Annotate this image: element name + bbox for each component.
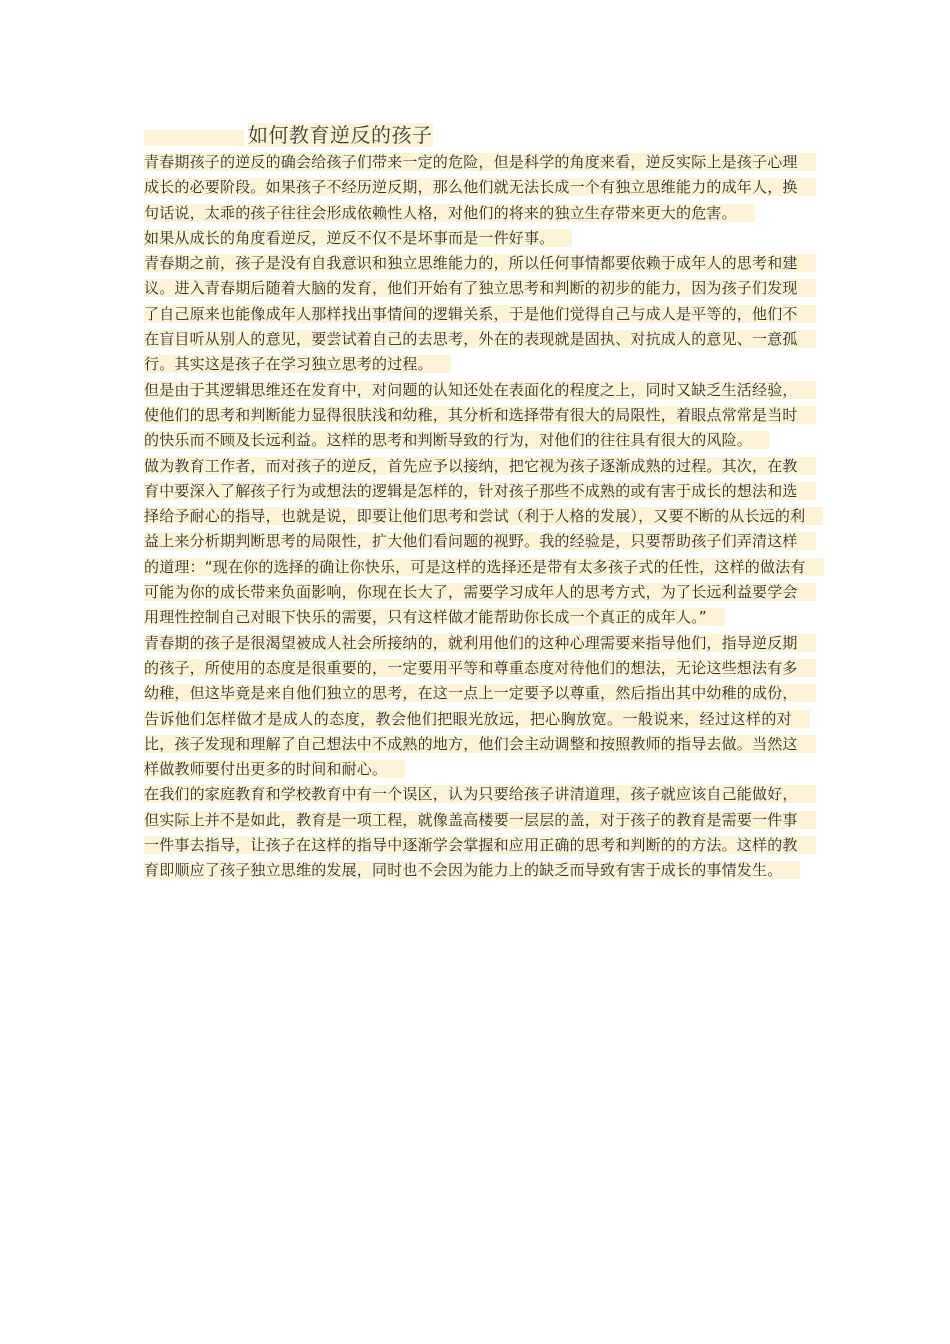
paragraph-5-text: 做为教育工作者，而对孩子的逆反，首先应予以接纳，把它视为孩子逐渐成熟的过程。其次，在教育中要深入了解孩子行为或想法的逻辑是怎样的，针对孩子那些不成熟的或有害于成长的想法和选择给予耐心的指导，也就是说，即要让他们思考和尝试（利于人格的发展），又要不断的从长远的利益上来分析期判断思考的局限性，扩大他们看问题的视野。我的经验是，只要帮助孩子们弄清这样的道理：“现在你的选择的确让你快乐，可是这样的选择还是带有太多孩子式的任性，这样的做法有可能为你的成长带来负面影响，你现在长大了，需要学习成年人的思考方式，为了长远利益要学会用理性控制自己对眼下快乐的需要，只有这样做才能帮助你长成一个真正的成年人。” [144,457,824,627]
document-page [144,120,810,884]
paragraph-4 [144,378,810,454]
paragraph-2-text: 如果从成长的角度看逆反，逆反不仅不是坏事而是一件好事。 [144,229,572,247]
paragraph-1 [144,150,810,226]
paragraph-2 [144,226,810,251]
paragraph-7 [144,782,810,883]
paragraph-5 [144,454,810,631]
document-title: 如何教育逆反的孩子 [248,123,433,147]
title-highlight-pad [144,130,244,146]
paragraph-3-text: 青春期之前，孩子是没有自我意识和独立思维能力的，所以任何事情都要依赖于成年人的思考和建议。进入青春期后随着大脑的发育，他们开始有了独立思考和判断的初步的能力，因为孩子们发现了自己原来也能像成年人那样找出事情间的逻辑关系，于是他们觉得自己与成人是平等的，他们不在盲目听从别人的意见，要尝试着自己的去思考，外在的表现就是固执、对抗成人的意见、一意孤行。其实这是孩子在学习独立思考的过程。 [144,254,816,373]
title-line [144,120,810,150]
paragraph-6 [144,631,810,783]
paragraph-3 [144,251,810,377]
paragraph-6-text: 青春期的孩子是很渴望被成人社会所接纳的，就利用他们的这种心理需要来指导他们，指导逆反期的孩子，所使用的态度是很重要的，一定要用平等和尊重态度对待他们的想法，无论这些想法有多幼稚，但这毕竟是来自他们独立的思考，在这一点上一定要予以尊重，然后指出其中幼稚的成份，告诉他们怎样做才是成人的态度，教会他们把眼光放远，把心胸放宽。一般说来，经过这样的对比，孩子发现和理解了自己想法中不成熟的地方，他们会主动调整和按照教师的指导去做。当然这样做教师要付出更多的时间和耐心。 [144,634,816,778]
paragraph-4-text: 但是由于其逻辑思维还在发育中，对问题的认知还处在表面化的程度之上，同时又缺乏生活经验，使他们的思考和判断能力显得很肤浅和幼稚，其分析和选择带有很大的局限性，着眼点常常是当时的快乐而不顾及长远利益。这样的思考和判断导致的行为，对他们的往往具有很大的风险。 [144,381,816,450]
paragraph-7-text: 在我们的家庭教育和学校教育中有一个误区，认为只要给孩子讲清道理，孩子就应该自己能做好，但实际上并不是如此，教育是一项工程，就像盖高楼要一层层的盖，对于孩子的教育是需要一件事一件事去指导，让孩子在这样的指导中逐渐学会掌握和应用正确的思考和判断的的方法。这样的教育即顺应了孩子独立思维的发展，同时也不会因为能力上的缺乏而导致有害于成长的事情发生。 [144,785,816,879]
paragraph-1-text: 青春期孩子的逆反的确会给孩子们带来一定的危险，但是科学的角度来看，逆反实际上是孩子心理成长的必要阶段。如果孩子不经历逆反期，那么他们就无法长成一个有独立思维能力的成年人，换句话说，太乖的孩子往往会形成依赖性人格，对他们的将来的独立生存带来更大的危害。 [144,153,816,222]
